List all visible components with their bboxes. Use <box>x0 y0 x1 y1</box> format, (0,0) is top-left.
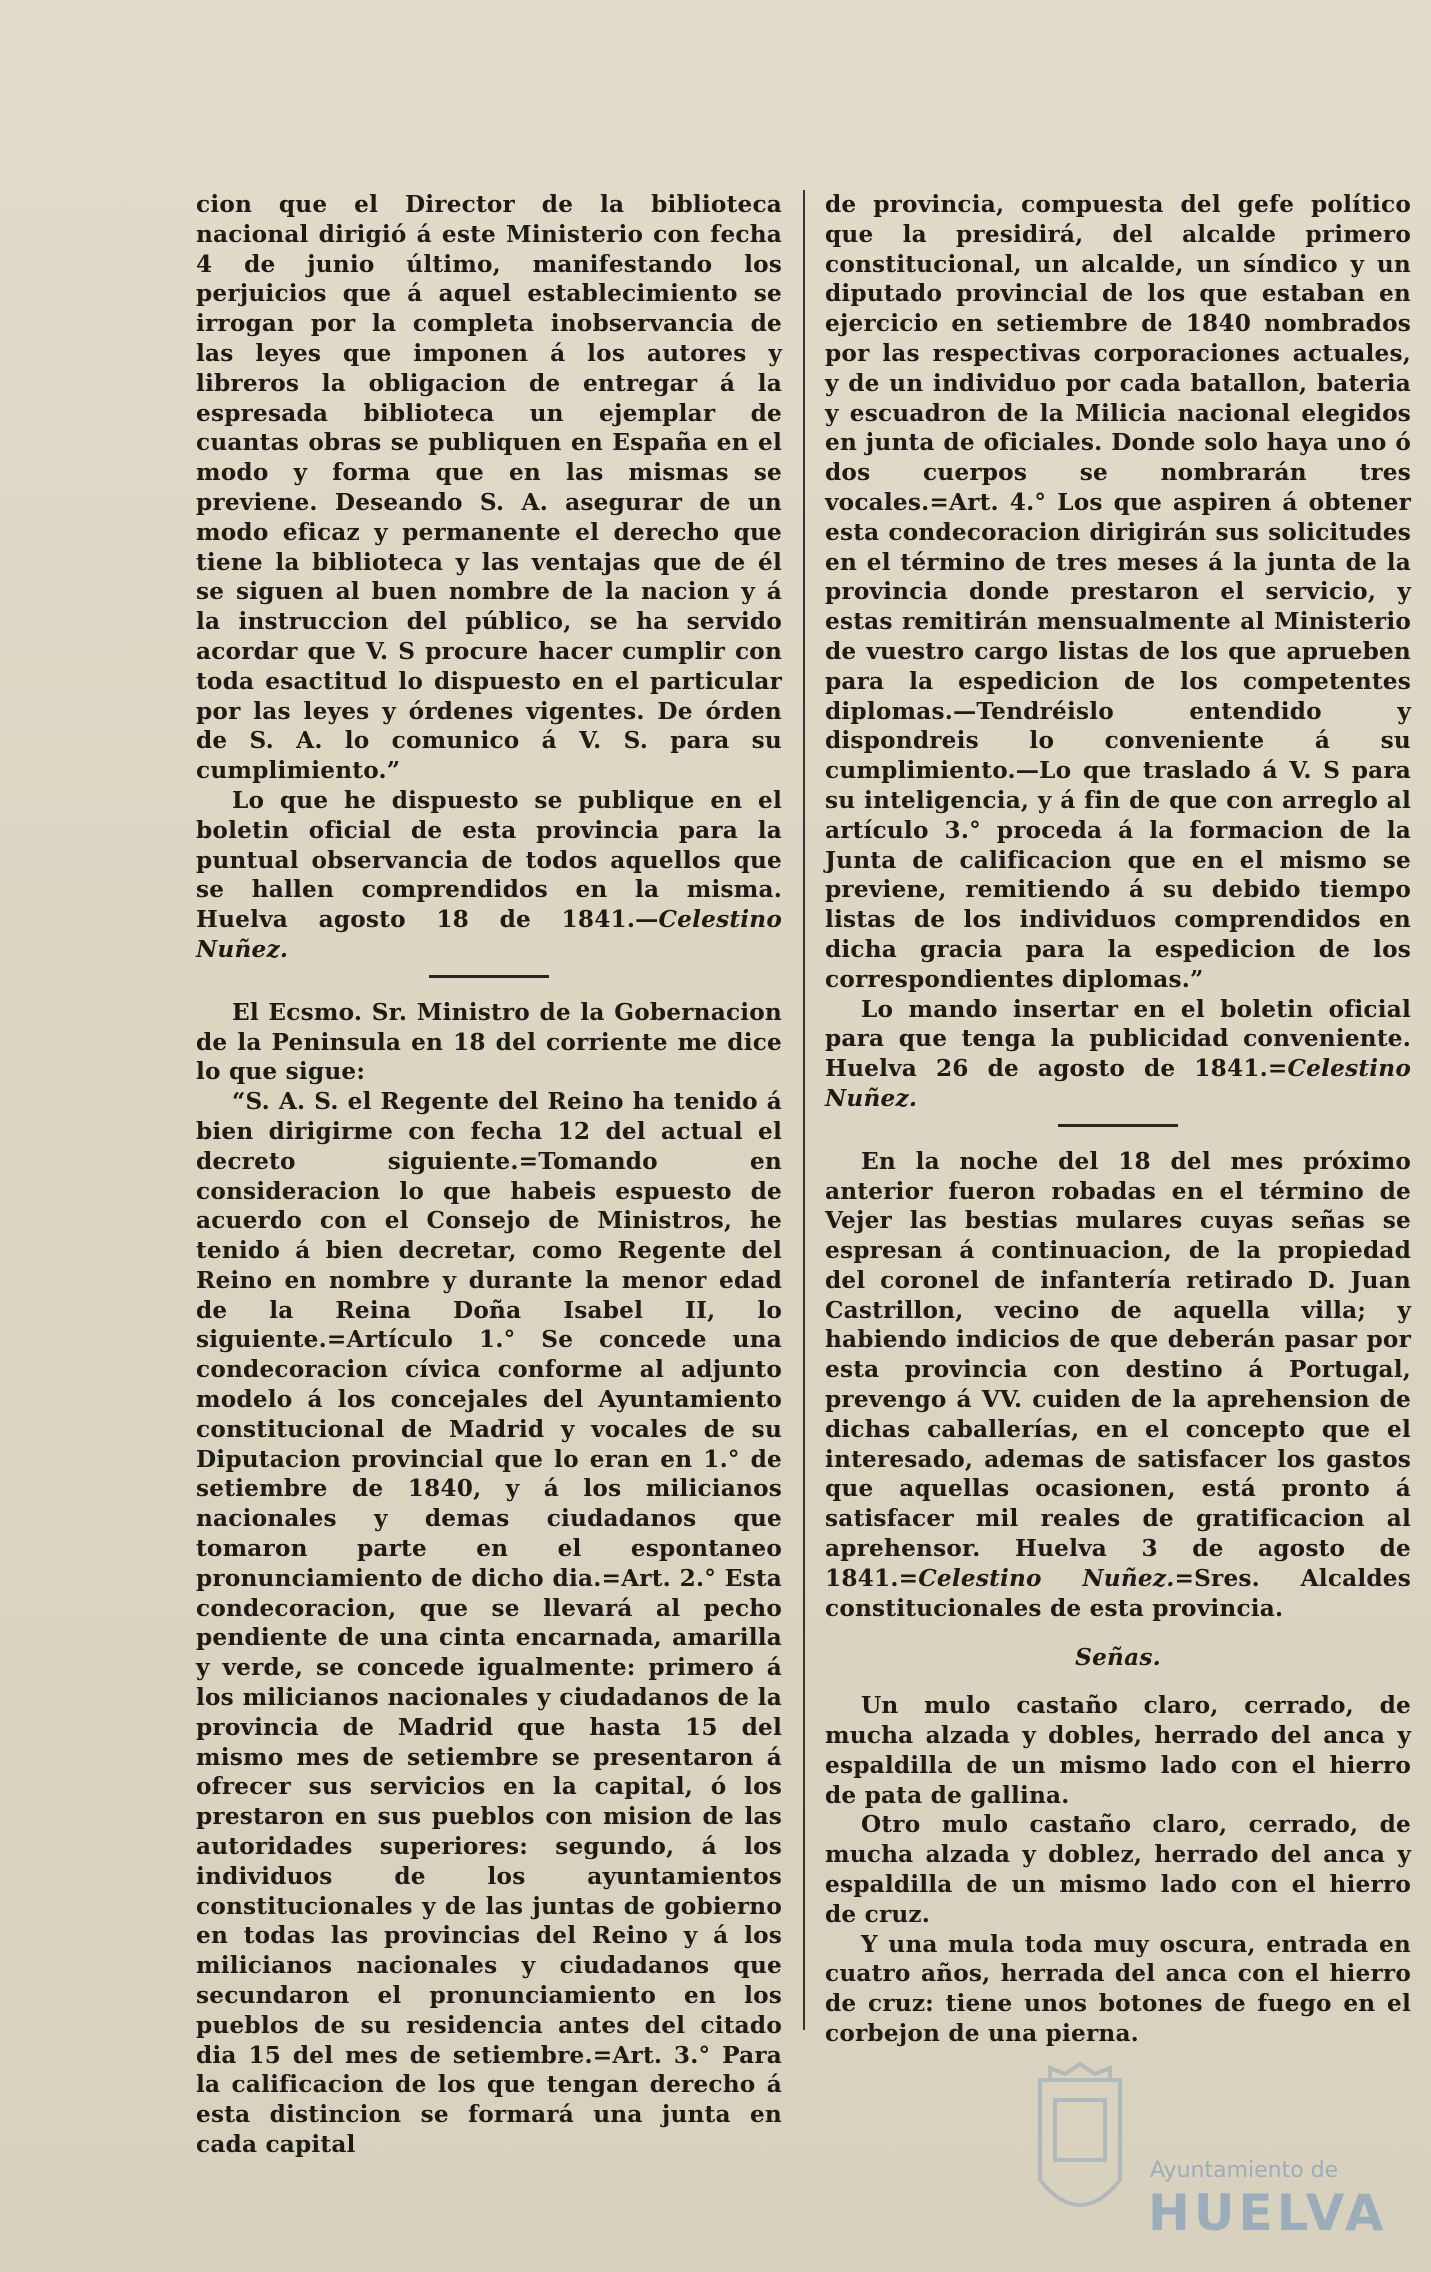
paragraph-biblioteca: cion que el Director de la biblioteca nacional dirigió á este Ministerio con fecha 4 de junio último, manifestando los perjuicios que á aquel establecimiento se irrogan por la completa inobservancia de las leyes que imponen á los autores y libreros la obligacion de entregar á la espresada biblioteca un ejemplar de cuantas obras se publiquen en España en el modo y forma que en las mismas se previene. Deseando S. A. asegurar de un modo eficaz y permanente el derecho que tiene la biblioteca y las ventajas que de él se siguen al buen nombre de la nacion y á la instruccion del público, se ha servido acordar que V. S procure hacer cumplir con toda esactitud lo dispuesto en el particular por las leyes y órdenes vigentes. De órden de S. A. lo comunico á V. S. para su cumplimiento.” <box>196 191 782 785</box>
paragraph-text: Lo que he dispuesto se publique en el boletin oficial de esta provincia para la puntual observancia de todos aquellos que se hallen comprendidos en la misma. Huelva agosto 18 de 1841.— <box>196 786 782 934</box>
section-divider <box>429 975 549 978</box>
paragraph-mula: Y una mula toda muy oscura, entrada en cuatro años, herrada del anca con el hierro de cruz: tiene unos botones de fuego en el corbejon de una pierna. <box>825 1930 1411 2048</box>
signature: Celestino Nuñez. <box>918 1564 1175 1592</box>
right-column <box>825 190 1411 2049</box>
paragraph-junta: de provincia, compuesta del gefe político que la presidirá, del alcalde primero constitucional, un alcalde, un síndico y un diputado provincial de los que estaban en ejercicio en setiembre de 1840 nombrados por las respectivas corporaciones actuales, y de un individuo por cada batallon, bateria y escuadron de la Milicia nacional elegidos en junta de oficiales. Donde solo haya uno ó dos cuerpos se nombrarán tres vocales.=Art. 4.° Los que aspiren á obtener esta condecoracion dirigirán sus solicitudes en el término de tres meses á la junta de la provincia donde prestaron el servicio, y estas remitirán mensualmente al Ministerio de vuestro cargo listas de los que aprueben para la espedicion de los competentes diplomas.—Tendréislo entendido y dispondreis lo conveniente á su cumplimiento.—Lo que traslado á V. S para su inteligencia, y á fin de que con arreglo al artículo 3.° proceda á la formacion de la Junta de calificacion que en el mismo se previene, remitiendo á su debido tiempo listas de los individuos comprendidos en dicha gracia para la espedicion de los correspondientes diplomas.” <box>825 191 1411 993</box>
watermark-line-2: HUELVA <box>1148 2184 1388 2242</box>
paragraph-ministro: El Ecsmo. Sr. Ministro de la Gobernacion de la Peninsula en 18 del corriente me dice lo que sigue: <box>196 998 782 1086</box>
paragraph-mulo-1: Un mulo castaño claro, cerrado, de mucha alzada y dobles, herrado del anca y espaldilla de un mismo lado con el hierro de pata de gallina. <box>825 1692 1411 1809</box>
signature: Celestino Nuñez. <box>196 906 782 963</box>
paragraph-text: =Sres. Alcaldes constitucionales de esta provincia. <box>825 1564 1411 1622</box>
paragraph-mulo-2: Otro mulo castaño claro, cerrado, de mucha alzada y doblez, herrado del anca y espaldilla de un mismo lado con el hierro de cruz. <box>825 1811 1411 1928</box>
column-rule <box>803 190 805 2030</box>
section-heading: Señas. <box>1075 1644 1161 1672</box>
watermark-line-1: Ayuntamiento de <box>1150 2158 1339 2183</box>
paragraph-publicacion <box>196 786 782 965</box>
paragraph-text: Lo mando insertar en el boletin oficial para que tenga la publicidad conveniente. Huelva 26 de agosto de 1841.= <box>825 995 1411 1083</box>
signature: Celestino Nuñez. <box>825 1055 1411 1112</box>
section-divider <box>1058 1124 1178 1127</box>
left-column <box>196 190 782 2160</box>
paragraph-robo <box>825 1147 1411 1624</box>
paragraph-decreto: “S. A. S. el Regente del Reino ha tenido á bien dirigirme con fecha 12 del actual el decreto siguiente.=Tomando en consideracion lo que habeis espuesto de acuerdo con el Consejo de Ministros, he tenido á bien decretar, como Regente del Reino en nombre y durante la menor edad de la Reina Doña Isabel II, lo siguiente.=Artículo 1.° Se concede una condecoracion cívica conforme al adjunto modelo á los concejales del Ayuntamiento constitucional de Madrid y vocales de su Diputacion provincial que lo eran en 1.° de setiembre de 1840, y á los milicianos nacionales y demas ciudadanos que tomaron parte en el espontaneo pronunciamiento de dicho dia.=Art. 2.° Esta condecoracion, que se llevará al pecho pendiente de una cinta encarnada, amarilla y verde, se concede igualmente: primero á los milicianos nacionales y ciudadanos de la provincia de Madrid que hasta 15 del mismo mes de setiembre se presentaron á ofrecer sus servicios en la capital, ó los prestaron en sus pueblos con mision de las autoridades superiores: segundo, á los individuos de los ayuntamientos constitucionales y de las juntas de gobierno en todas las provincias del Reino y á los milicianos nacionales y ciudadanos que secundaron el pronunciamiento en los pueblos de su residencia antes del citado dia 15 del mes de setiembre.=Art. 3.° Para la calificacion de los que tengan derecho á esta distincion se formará una junta en cada capital <box>196 1088 782 2158</box>
paragraph-insertar <box>825 995 1411 1114</box>
paragraph-text: En la noche del 18 del mes próximo anterior fueron robadas en el término de Vejer las bestias mulares cuyas señas se espresan á continuacion, de la propiedad del coronel de infantería retirado D. Juan Castrillon, vecino de aquella villa; y habiendo indicios de que deberán pasar por esta provincia con destino á Portugal, prevengo á VV. cuiden de la aprehension de dichas caballerías, en el concepto que el interesado, ademas de satisfacer los gastos que aquellas ocasionen, está pronto á satisfacer mil reales de gratificacion al aprehensor. Huelva 3 de agosto de 1841.= <box>825 1147 1411 1592</box>
